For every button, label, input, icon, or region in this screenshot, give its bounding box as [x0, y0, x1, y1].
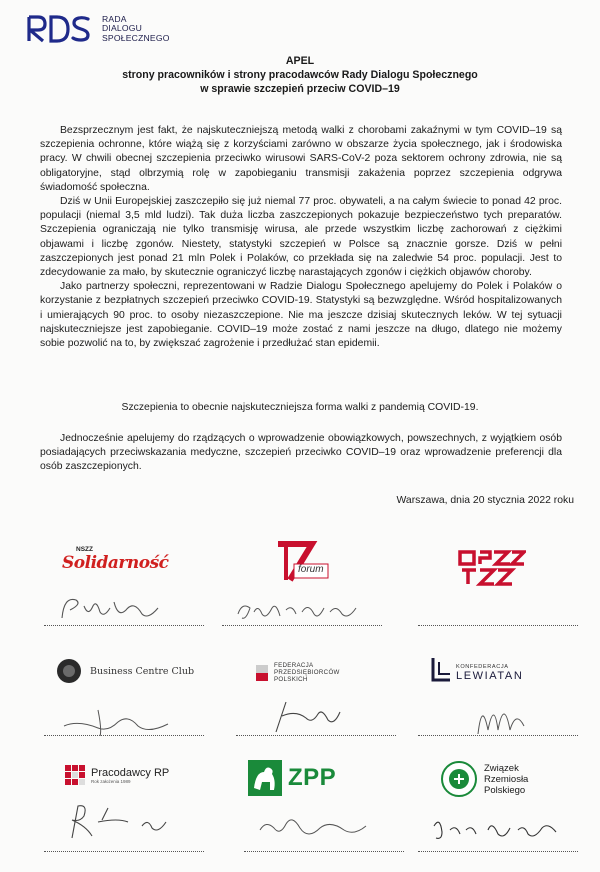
signatory-forum [222, 540, 382, 640]
forum-name: forum [298, 564, 324, 575]
zpp-name: ZPP [288, 764, 337, 791]
prp-grid-icon [64, 764, 86, 786]
rds-logo-mark-icon [26, 14, 94, 44]
signatory-pracodawcy-rp [44, 758, 204, 858]
paragraph-1: Bezsprzecznym jest fakt, że najskuteczniejszą metodą walki z chorobami zakaźnymi w tym COVID–19 są szczepienia ochronne, które wiążą się z korzyściami zarówno w obszarze życia społecznego, jak i środowiska pracy. W chwili obecnej szczepienia przeciwko wirusowi SARS-CoV-2 poza sektorem ochrony zdrowia, nie są obligatoryjne, stąd olbrzymią rolę w zapobieganiu transmisji zakażenia poprzez szczepienia odgrywa świadomość społeczna. [40, 125, 562, 193]
zrp-badge-icon [440, 760, 478, 798]
signature-pracodawcy-rp [58, 800, 188, 844]
signature-fpp [256, 696, 376, 740]
zrp-line: Związek [484, 762, 519, 774]
signatory-zpp [244, 758, 404, 858]
place-and-date: Warszawa, dnia 20 stycznia 2022 roku [396, 495, 574, 506]
signature-zrp [426, 812, 566, 846]
opzz-logo-icon [456, 544, 526, 590]
lewiatan-name: LEWIATAN [456, 670, 524, 682]
title-line-3: w sprawie szczepień przeciw COVID–19 [200, 83, 400, 95]
key-statement: Szczepienia to obecnie najskuteczniejsza forma walki z pandemią COVID-19. [121, 402, 479, 413]
lewiatan-logo [430, 656, 523, 682]
signatory-fpp [236, 650, 396, 750]
signatory-zrp [418, 758, 578, 858]
fpp-line: PRZEDSIĘBIORCÓW [274, 669, 340, 676]
solidarnosc-top: NSZZ [76, 546, 93, 553]
logo-line: RADA [102, 13, 127, 24]
zpp-bear-icon [248, 760, 282, 796]
closing-paragraph: Jednocześnie apelujemy do rządzących o wprowadzenie obowiązkowych, powszechnych, z wyjątkiem osób posiadających przeciwskazania medyczne, szczepień przeciwko COVID–19 oraz wprowadzenie preferencji dla osób zaszczepionych. [40, 433, 562, 473]
prp-sub: Rok założenia 1989 [91, 778, 131, 784]
logo-line: DIALOGU [102, 23, 143, 34]
signatory-solidarnosc [44, 540, 204, 640]
signatory-bcc [44, 650, 204, 750]
lewiatan-mark-icon [430, 656, 452, 682]
signatory-opzz [418, 540, 578, 640]
closing-block [40, 432, 562, 475]
signature-forum [232, 590, 372, 630]
signature-solidarnosc [54, 588, 174, 628]
logo-line: SPOŁECZNEGO [102, 32, 170, 43]
bcc-emblem-icon [54, 656, 84, 686]
solidarnosc-name: Solidarność [62, 553, 169, 573]
fpp-flag-icon [254, 663, 270, 683]
bcc-logo [54, 656, 194, 686]
prp-name: Pracodawcy RP [91, 766, 170, 779]
signature-bcc [58, 700, 178, 740]
prp-logo [64, 764, 169, 786]
signature-lewiatan [458, 690, 558, 740]
forum-logo-mark-icon [272, 540, 332, 586]
document-title [0, 54, 600, 96]
forum-logo [272, 540, 332, 591]
paragraph-3: Jako partnerzy społeczni, reprezentowani w Radzie Dialogu Społecznego apelujemy do Polek i Polaków o korzystanie z bezpłatnych szczepień przeciwko COVID-19. Statystyki są bezwzględne. Wśród hospitalizowanych i umierających 90 proc. to osoby niezaszczepione. Nie ma jeszcze dzisiaj skutecznych leków. W tej sytuacji najskuteczniejsze jest zapobieganie. COVID–19 może zostać z nami jeszcze na długo, dlatego nie możemy sobie pozwolić na to, by zwiększać zagrożenie i przedłużać stan epidemii. [40, 281, 562, 350]
fpp-line: FEDERACJA [274, 662, 314, 669]
zrp-logo [440, 760, 528, 798]
paragraph-2: Dziś w Unii Europejskiej zaszczepiło się już niemal 77 proc. obywateli, a na całym świecie to ponad 42 proc. populacji (niemal 3,5 mld ludzi). Tak duża liczba zaszczepionych pokazuje bezpieczeństwo tych preparatów. Szczepienia ograniczają nie tylko transmisję wirusa, ale przede wszystkim liczbę zachorowań z ciężkimi objawami i liczbę zgonów. Niestety, statystyki szczepień w Polsce są znacznie gorsze. Dziś w pełni zaszczepionych jest ponad 21 mln Polek i Polaków, co przekłada się na zaledwie 54 proc. populacji. Jest to zdecydowanie za mało, by skutecznie ograniczyć liczbę narastających zgonów i ciężkich objawów choroby. [40, 196, 562, 279]
solidarnosc-logo [62, 546, 169, 573]
lewiatan-top: KONFEDERACJA [456, 664, 509, 670]
fpp-logo [254, 662, 340, 683]
rds-logo [26, 14, 170, 44]
signature-zpp [254, 806, 374, 846]
fpp-line: POLSKICH [274, 676, 308, 683]
zrp-line: Polskiego [484, 784, 526, 796]
title-line-1: APEL [285, 55, 315, 67]
body-paragraphs [40, 124, 562, 351]
title-line-2: strony pracowników i strony pracodawców Rady Dialogu Społecznego [122, 69, 478, 81]
signatory-lewiatan [418, 650, 578, 750]
zpp-logo [248, 760, 336, 796]
bcc-name: Business Centre Club [90, 665, 195, 677]
zrp-line: Rzemiosła [484, 773, 529, 785]
